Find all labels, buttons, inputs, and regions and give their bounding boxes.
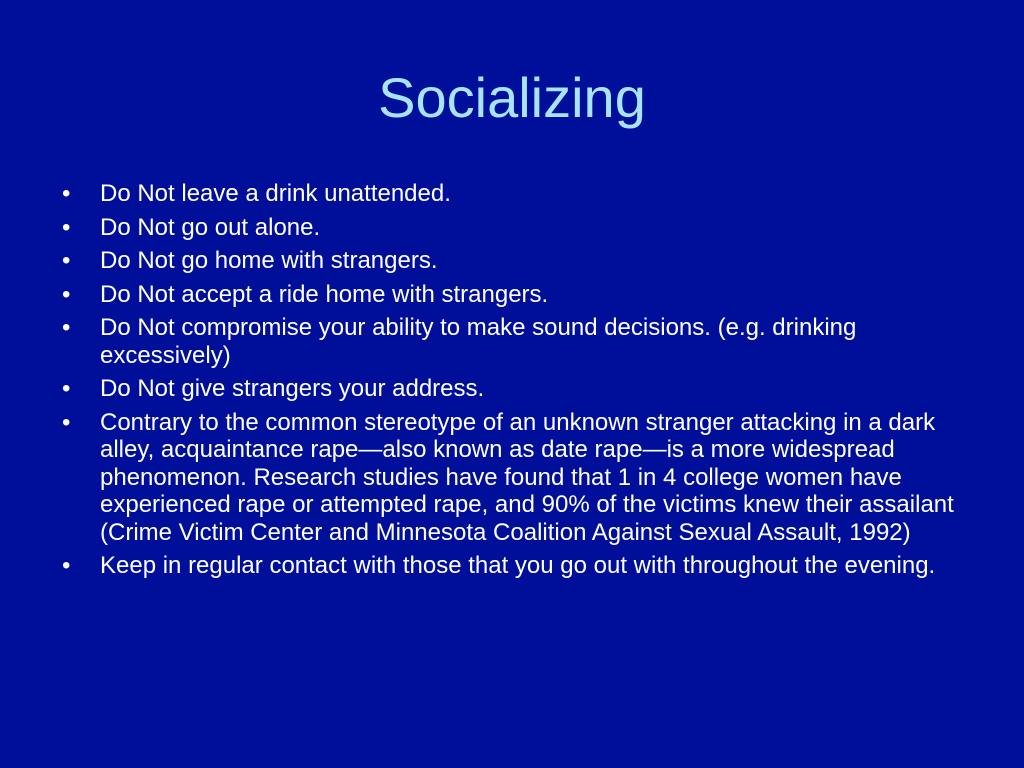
bullet-item: [62, 314, 962, 369]
bullet-marker: •: [62, 375, 71, 402]
bullet-marker: •: [62, 314, 71, 341]
bullet-list: [62, 180, 962, 586]
bullet-item: [62, 552, 962, 580]
bullet-text: Keep in regular contact with those that you go out with throughout the evening.: [100, 552, 936, 579]
bullet-marker: •: [62, 280, 71, 308]
bullet-marker: •: [62, 552, 71, 579]
bullet-marker: •: [62, 180, 71, 207]
bullet-text: Do Not compromise your ability to make sound decisions. (e.g. drinking excessively): [100, 314, 857, 369]
bullet-item: [62, 375, 962, 403]
bullet-item: [62, 247, 962, 275]
bullet-item: [62, 214, 962, 242]
bullet-item: [62, 409, 962, 547]
bullet-marker: •: [62, 213, 71, 241]
bullet-item: [62, 180, 962, 208]
bullet-text: Do Not leave a drink unattended.: [100, 180, 451, 207]
bullet-text: Contrary to the common stereotype of an unknown stranger attacking in a dark alley, acquaintance rape—also known as date rape—is a more widespread phenomenon. Research studies have found that 1 in 4 college women have experienced rape or attempted rape, and 90% of the victims knew their assailant (Crime Victim Center and Minnesota Coalition Against Sexual Assault, 1992): [100, 408, 954, 546]
bullet-item: [62, 281, 962, 309]
bullet-marker: •: [62, 408, 71, 436]
bullet-marker: •: [62, 247, 71, 274]
bullet-text: Do Not accept a ride home with strangers.: [100, 280, 549, 308]
slide-title: Socializing: [378, 66, 646, 129]
bullet-text: Do Not go home with strangers.: [100, 247, 438, 274]
bullet-text: Do Not give strangers your address.: [100, 375, 485, 402]
bullet-text: Do Not go out alone.: [100, 213, 321, 241]
